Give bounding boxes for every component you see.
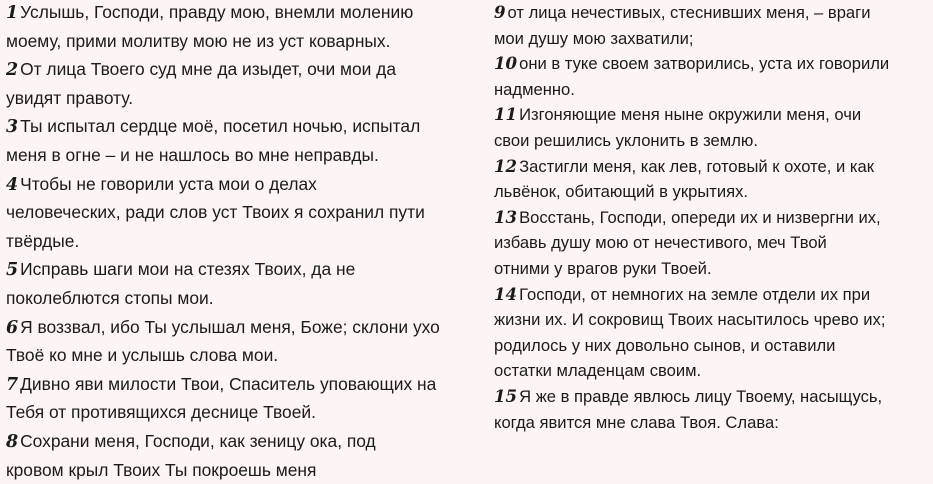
verse-text: кровом крыл Твоих Ты покроешь меня	[6, 460, 316, 480]
verse-line	[6, 227, 484, 256]
verse-text: родилось у них довольно сынов, и оставили	[494, 336, 835, 355]
verse-text: Восстань, Господи, опереди их и низвергни их,	[519, 208, 881, 227]
verse-text: От лица Твоего суд мне да изыдет, очи мои да	[20, 59, 396, 79]
verse-line	[494, 307, 930, 333]
verse-number: 3	[6, 117, 18, 137]
verse-line	[6, 398, 484, 427]
verse-text: Твоё ко мне и услышь слова мои.	[6, 345, 278, 365]
verse-text: от лица нечестивых, стеснивших меня, – враги	[508, 3, 871, 22]
verse-line	[494, 230, 930, 256]
verse-line	[6, 198, 484, 227]
verse-text: отними у врагов руки Твоей.	[494, 259, 712, 278]
verse-4	[6, 170, 484, 256]
verse-text: Тебя от противящихся деснице Твоей.	[6, 402, 316, 422]
verse-text: увидят правоту.	[6, 88, 133, 108]
verse-line	[6, 0, 484, 27]
verse-text: Застигли меня, как лев, готовый к охоте, и как	[519, 157, 874, 176]
verse-text: Я воззвал, ибо Ты услышал меня, Боже; склони ухо	[20, 317, 440, 337]
verse-line	[6, 427, 484, 456]
verse-text: Чтобы не говорили уста мои о делах	[20, 174, 317, 194]
verse-6	[6, 313, 484, 370]
verse-number: 11	[494, 104, 517, 124]
verse-text: поколеблются стопы мои.	[6, 288, 214, 308]
verse-8	[6, 427, 484, 484]
verse-number: 4	[6, 175, 18, 195]
verse-number: 10	[494, 53, 517, 73]
verse-line	[6, 27, 484, 56]
verse-13	[494, 205, 930, 282]
verse-line	[494, 205, 930, 231]
verse-number: 12	[494, 156, 517, 176]
verse-text: жизни их. И сокровищ Твоих насытилось чрево их;	[494, 310, 885, 329]
verse-text: когда явится мне слава Твоя. Слава:	[494, 413, 779, 432]
verse-text: мои душу мою захватили;	[494, 29, 693, 48]
verse-line	[6, 255, 484, 284]
verse-text: Сохрани меня, Господи, как зеницу ока, под	[20, 431, 376, 451]
verse-number: 13	[494, 207, 517, 227]
verse-text: моему, прими молитву мою не из уст коварных.	[6, 31, 390, 51]
verse-1	[6, 0, 484, 55]
verse-text: остатки младенцам своим.	[494, 361, 701, 380]
verse-number: 5	[6, 260, 18, 280]
verse-text: избавь душу мою от нечестивого, меч Твой	[494, 233, 827, 252]
verse-line	[6, 313, 484, 342]
verse-line	[6, 84, 484, 113]
verse-text: человеческих, ради слов уст Твоих я сохранил пути	[6, 202, 425, 222]
verse-line	[494, 0, 930, 26]
verse-number: 14	[494, 284, 517, 304]
verse-line	[494, 179, 930, 205]
verse-line	[494, 256, 930, 282]
verse-9	[494, 0, 930, 51]
verse-number: 9	[494, 2, 506, 22]
verse-line	[494, 51, 930, 77]
verse-text: они в туке своем затворились, уста их говорили	[519, 54, 889, 73]
verse-text: львёнок, обитающий в укрытиях.	[494, 182, 748, 201]
verse-text: меня в огне – и не нашлось во мне неправды.	[6, 145, 379, 165]
verse-number: 1	[6, 3, 18, 23]
verse-line	[6, 341, 484, 370]
verse-line	[6, 141, 484, 170]
verse-line	[6, 456, 484, 484]
verse-10	[494, 51, 930, 102]
verse-line	[494, 384, 930, 410]
verse-12	[494, 154, 930, 205]
verse-number: 7	[6, 375, 18, 395]
verse-line	[6, 112, 484, 141]
verse-5	[6, 255, 484, 312]
verse-2	[6, 55, 484, 112]
verse-text: твёрдые.	[6, 231, 79, 251]
verse-text: Исправь шаги мои на стезях Твоих, да не	[20, 259, 355, 279]
verse-line	[494, 26, 930, 52]
verse-number: 2	[6, 60, 18, 80]
verse-7	[6, 370, 484, 427]
verse-number: 6	[6, 318, 18, 338]
verse-text: надменно.	[494, 80, 575, 99]
verse-line	[494, 102, 930, 128]
verse-line	[6, 370, 484, 399]
verse-text: Изгоняющие меня ныне окружили меня, очи	[519, 105, 861, 124]
verse-line	[6, 55, 484, 84]
verse-14	[494, 282, 930, 384]
verse-line	[6, 170, 484, 199]
verse-line	[494, 77, 930, 103]
verse-3	[6, 112, 484, 169]
verse-text: свои решились уклонить в землю.	[494, 131, 758, 150]
verse-number: 15	[494, 386, 517, 406]
verse-number: 8	[6, 432, 18, 452]
verse-text: Я же в правде явлюсь лицу Твоему, насыщусь,	[519, 387, 882, 406]
verse-line	[494, 128, 930, 154]
verse-line	[494, 154, 930, 180]
verse-line	[494, 358, 930, 384]
verse-line	[494, 333, 930, 359]
right-column	[494, 0, 930, 435]
left-column	[6, 0, 484, 484]
verse-11	[494, 102, 930, 153]
verse-text: Дивно яви милости Твои, Спаситель уповающих на	[20, 374, 436, 394]
verse-line	[494, 410, 930, 436]
verse-text: Ты испытал сердце моё, посетил ночью, испытал	[20, 116, 420, 136]
verse-text: Услышь, Господи, правду мою, внемли молению	[20, 2, 413, 22]
verse-text: Господи, от немногих на земле отдели их при	[519, 285, 870, 304]
verse-15	[494, 384, 930, 435]
verse-line	[494, 282, 930, 308]
verse-line	[6, 284, 484, 313]
